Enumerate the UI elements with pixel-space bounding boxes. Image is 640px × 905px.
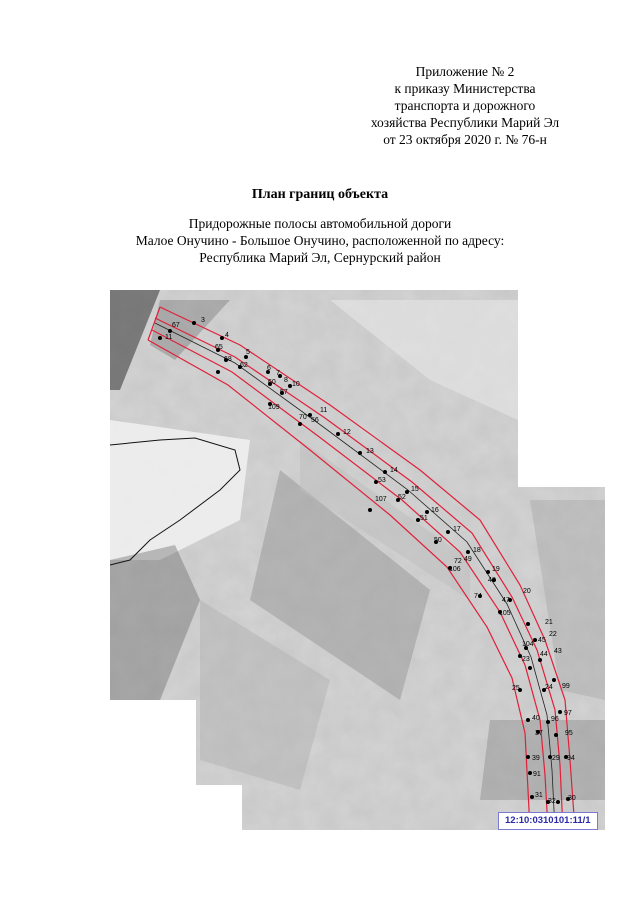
point-label: 12 (343, 429, 351, 436)
point-label: 50 (434, 537, 442, 544)
point-label: 107 (375, 496, 387, 503)
cadastral-number-label: 12:10:0310101:11/1 (498, 812, 598, 830)
point-label: 29 (552, 755, 560, 762)
point-label: 21 (545, 619, 553, 626)
point-marker (368, 508, 372, 512)
point-label: 106 (449, 566, 461, 573)
appendix-line: хозяйства Республики Марий Эл (370, 115, 560, 130)
point-marker (425, 510, 429, 514)
point-label: 65 (215, 344, 223, 351)
point-label: 14 (390, 467, 398, 474)
point-label: 91 (533, 771, 541, 778)
subtitle-line: Республика Марий Эл, Сернурский район (199, 250, 441, 265)
point-label: 8 (284, 377, 288, 384)
point-marker (558, 710, 562, 714)
point-label: 74 (474, 593, 482, 600)
point-label: 94 (567, 755, 575, 762)
point-label: 16 (431, 507, 439, 514)
document-title: План границ объекта (251, 187, 389, 202)
point-marker (554, 733, 558, 737)
point-label: 45 (538, 637, 546, 644)
appendix-line: от 23 октября 2020 г. № 76-н (383, 132, 547, 147)
point-label: 32 (548, 798, 556, 805)
point-marker (336, 432, 340, 436)
aerial-photo (100, 285, 620, 835)
point-label: 47 (502, 597, 510, 604)
point-marker (486, 570, 490, 574)
point-label: 19 (492, 566, 500, 573)
point-label: 24 (545, 684, 553, 691)
point-label: 53 (378, 477, 386, 484)
point-label: 52 (398, 494, 406, 501)
point-marker (216, 370, 220, 374)
point-label: 40 (532, 715, 540, 722)
point-label: 67 (172, 322, 180, 329)
point-marker (526, 622, 530, 626)
point-label: 105 (499, 610, 511, 617)
point-marker (168, 329, 172, 333)
subtitle-line: Придорожные полосы автомобильной дороги (188, 216, 452, 231)
point-marker (526, 718, 530, 722)
point-label: 20 (523, 588, 531, 595)
appendix-line: к приказу Министерства (394, 81, 536, 96)
point-label: 31 (535, 792, 543, 799)
point-label: 4 (225, 332, 229, 339)
point-label: 109 (268, 404, 280, 411)
point-label: 104 (522, 641, 534, 648)
point-label: 60 (268, 379, 276, 386)
point-label: 6 (267, 365, 271, 372)
point-label: 44 (540, 651, 548, 658)
point-label: 23 (522, 656, 530, 663)
appendix-line: Приложение № 2 (415, 64, 515, 79)
point-label: 68 (224, 356, 232, 363)
point-marker (546, 720, 550, 724)
point-label: 97 (564, 710, 572, 717)
point-label: 96 (551, 716, 559, 723)
point-label: 95 (565, 730, 573, 737)
appendix-line: транспорта и дорожного (394, 98, 536, 113)
point-label: 25 (512, 685, 520, 692)
point-marker (552, 678, 556, 682)
point-marker (446, 530, 450, 534)
point-label: 48 (488, 577, 496, 584)
point-label: 57 (280, 389, 288, 396)
point-label: 30 (568, 795, 576, 802)
point-label: 13 (366, 448, 374, 455)
point-marker (538, 658, 542, 662)
point-label: 51 (420, 515, 428, 522)
point-label: 37 (535, 730, 543, 737)
point-label: 49 (464, 556, 472, 563)
point-marker (383, 470, 387, 474)
point-label: 11 (320, 407, 328, 414)
point-label: 39 (532, 755, 540, 762)
point-label: 17 (453, 526, 461, 533)
point-marker (158, 336, 162, 340)
point-label: 10 (292, 381, 300, 388)
point-label: 72 (454, 558, 462, 565)
point-marker (530, 795, 534, 799)
point-marker (528, 771, 532, 775)
point-label: 62 (240, 362, 248, 369)
point-marker (192, 321, 196, 325)
point-label: 70 (299, 414, 307, 421)
point-marker (528, 666, 532, 670)
point-label: 22 (549, 631, 557, 638)
point-label: 11 (165, 334, 173, 341)
point-label: 5 (246, 349, 250, 356)
point-marker (358, 451, 362, 455)
point-marker (556, 800, 560, 804)
point-marker (220, 336, 224, 340)
point-label: 56 (311, 417, 319, 424)
point-label: 7 (276, 370, 280, 377)
point-label: 43 (554, 648, 562, 655)
point-label: 18 (473, 547, 481, 554)
point-marker (298, 422, 302, 426)
point-marker (466, 550, 470, 554)
subtitle-line: Малое Онучино - Большое Онучино, расположенной по адресу: (135, 233, 505, 248)
point-label: 99 (562, 683, 570, 690)
point-label: 3 (201, 317, 205, 324)
point-marker (526, 755, 530, 759)
point-label: 15 (411, 486, 419, 493)
